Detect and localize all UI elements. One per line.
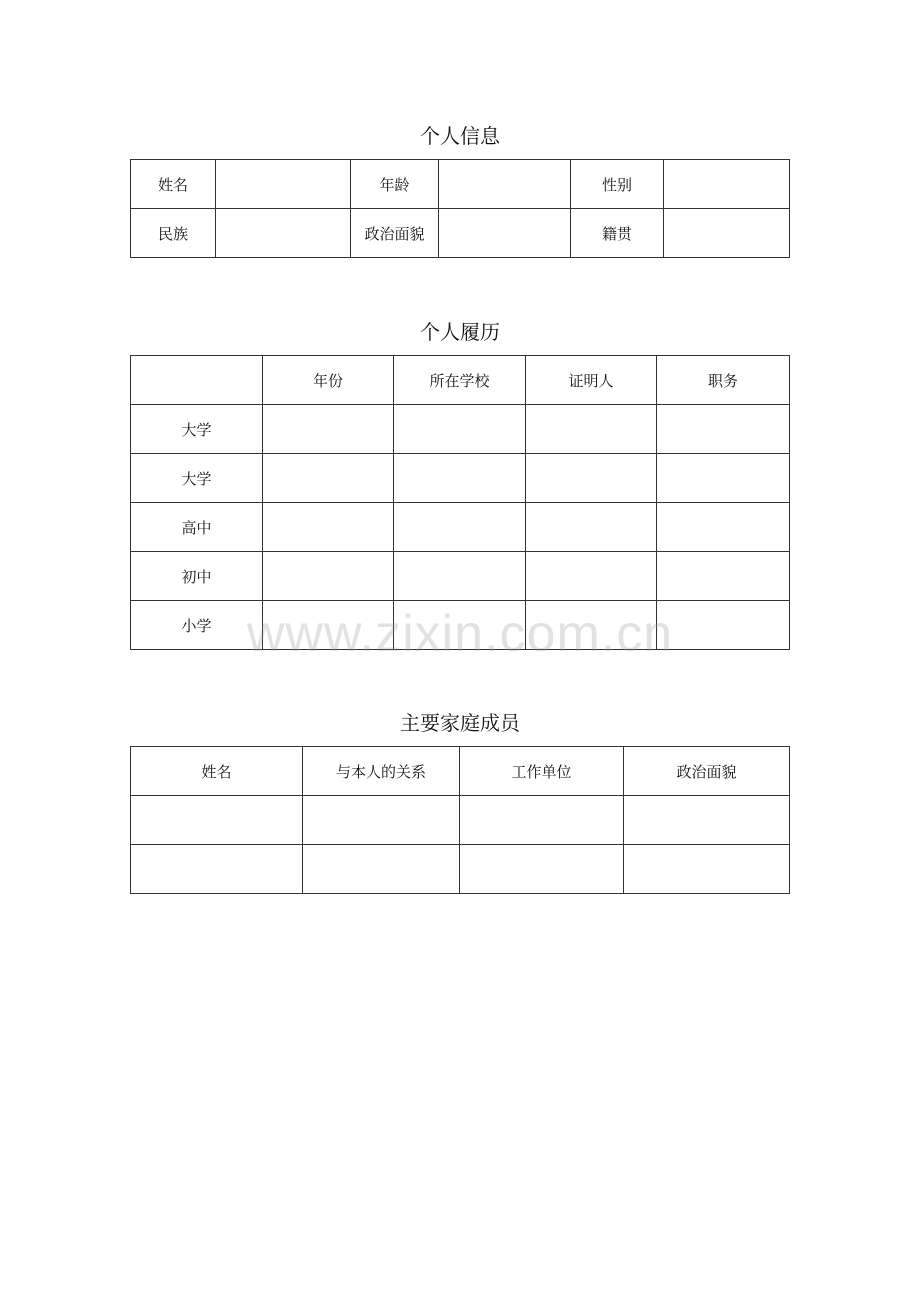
value-cell[interactable] (526, 552, 657, 601)
label-cell: 大学 (131, 454, 263, 503)
value-cell[interactable] (664, 160, 790, 209)
label-cell: 高中 (131, 503, 263, 552)
label-cell: 小学 (131, 601, 263, 650)
value-cell[interactable] (657, 454, 790, 503)
value-cell[interactable] (303, 845, 460, 894)
family-table (130, 746, 790, 894)
label-cell: 性别 (571, 160, 664, 209)
table-row (131, 601, 790, 650)
value-cell[interactable] (263, 454, 394, 503)
value-cell[interactable] (394, 601, 526, 650)
header-cell: 年份 (263, 356, 394, 405)
value-cell[interactable] (657, 601, 790, 650)
watermark-text: www.zixin.com.cn (246, 605, 674, 663)
value-cell[interactable] (526, 601, 657, 650)
header-cell: 政治面貌 (624, 747, 790, 796)
value-cell[interactable] (394, 552, 526, 601)
value-cell[interactable] (526, 454, 657, 503)
table-row (131, 160, 790, 209)
value-cell[interactable] (394, 503, 526, 552)
table-row (131, 503, 790, 552)
value-cell[interactable] (657, 405, 790, 454)
resume-title: 个人履历 (420, 320, 500, 344)
value-cell[interactable] (263, 552, 394, 601)
header-cell: 职务 (657, 356, 790, 405)
value-cell[interactable] (460, 796, 624, 845)
value-cell[interactable] (657, 552, 790, 601)
personal-info-table (130, 159, 790, 258)
value-cell[interactable] (657, 503, 790, 552)
value-cell[interactable] (131, 845, 303, 894)
value-cell[interactable] (664, 209, 790, 258)
label-cell: 初中 (131, 552, 263, 601)
family-title: 主要家庭成员 (400, 711, 520, 735)
value-cell[interactable] (131, 796, 303, 845)
header-cell: 姓名 (131, 747, 303, 796)
table-row (131, 405, 790, 454)
table-row (131, 845, 790, 894)
label-cell: 姓名 (131, 160, 216, 209)
value-cell[interactable] (526, 503, 657, 552)
label-cell: 年龄 (351, 160, 439, 209)
header-cell (131, 356, 263, 405)
table-row (131, 209, 790, 258)
header-cell: 所在学校 (394, 356, 526, 405)
resume-table (130, 355, 790, 650)
value-cell[interactable] (394, 405, 526, 454)
value-cell[interactable] (263, 601, 394, 650)
value-cell[interactable] (526, 405, 657, 454)
value-cell[interactable] (439, 209, 571, 258)
label-cell: 大学 (131, 405, 263, 454)
header-cell: 证明人 (526, 356, 657, 405)
value-cell[interactable] (624, 845, 790, 894)
label-cell: 民族 (131, 209, 216, 258)
personal-info-title: 个人信息 (420, 124, 500, 148)
value-cell[interactable] (303, 796, 460, 845)
label-cell: 籍贯 (571, 209, 664, 258)
table-header-row (131, 356, 790, 405)
value-cell[interactable] (263, 503, 394, 552)
value-cell[interactable] (439, 160, 571, 209)
value-cell[interactable] (216, 209, 351, 258)
table-header-row (131, 747, 790, 796)
value-cell[interactable] (263, 405, 394, 454)
value-cell[interactable] (460, 845, 624, 894)
label-cell: 政治面貌 (351, 209, 439, 258)
header-cell: 工作单位 (460, 747, 624, 796)
table-row (131, 454, 790, 503)
value-cell[interactable] (394, 454, 526, 503)
table-row (131, 552, 790, 601)
value-cell[interactable] (624, 796, 790, 845)
header-cell: 与本人的关系 (303, 747, 460, 796)
value-cell[interactable] (216, 160, 351, 209)
table-row (131, 796, 790, 845)
